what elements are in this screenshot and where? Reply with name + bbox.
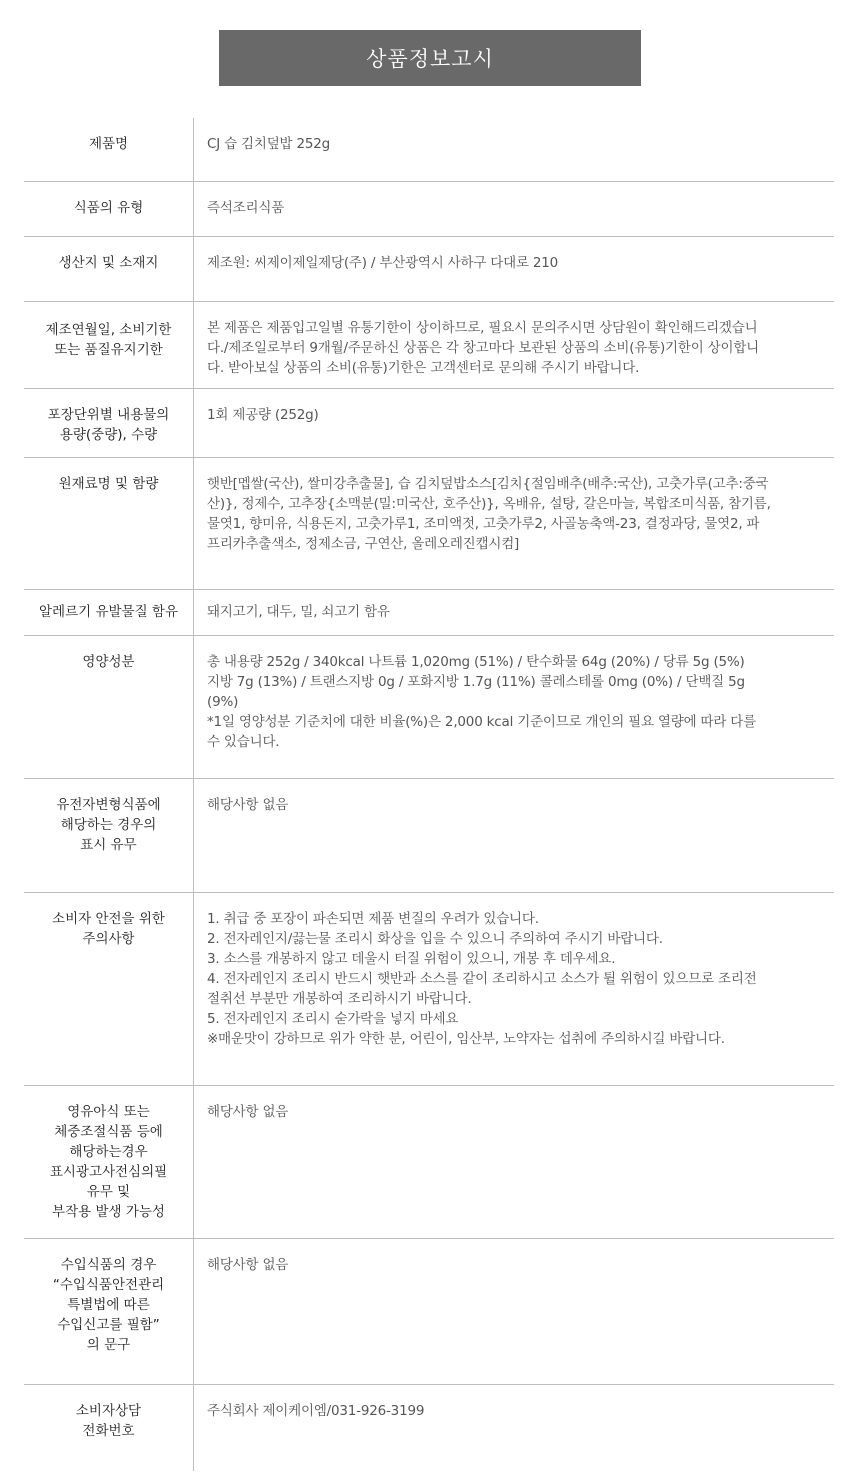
row-label-safety: 소비자 안전을 위한 주의사항 bbox=[24, 893, 194, 1085]
row-label-imported: 수입식품의 경우 “수입식품안전관리 특별법에 따른 수입신고를 필함” 의 문구 bbox=[24, 1239, 194, 1384]
row-value-contact: 주식회사 제이케이엠/031-926-3199 bbox=[207, 1403, 425, 1419]
table-row bbox=[24, 118, 834, 182]
row-value-safety: 1. 취급 중 포장이 파손되면 제품 변질의 우려가 있습니다. 2. 전자레인지/끓는물 조리시 화상을 입을 수 있으니 주의하여 주시기 바랍니다. 3. 소스를 개봉하지 않고 데울시 터질 위험이 있으니, 개봉 후 데우세요. 4. 전자레인지 조리시 반드시 햇반과 소스를 같이 조리하시고 소스가 튈 위험이 있으므로 조리전 절취선 부분만 개봉하여 조리하시기 바랍니다. 5. 전자레인지 조리시 숟가락을 넣지 마세요 ※매운맛이 강하므로 위가 약한 분, 어린이, 임산부, 노약자는 섭취에 주의하시길 바랍니다. bbox=[207, 911, 757, 1047]
row-label-food-type: 식품의 유형 bbox=[24, 182, 194, 236]
row-value-capacity: 1회 제공량 (252g) bbox=[207, 407, 319, 423]
row-value-imported: 해당사항 없음 bbox=[207, 1257, 289, 1273]
table-row bbox=[24, 1239, 834, 1385]
row-label-gmo: 유전자변형식품에 해당하는 경우의 표시 유무 bbox=[24, 779, 194, 892]
row-value-ingredients: 햇반[멥쌀(국산), 쌀미강추출물], 습 김치덮밥소스[김치{절임배추(배추:국산), 고춧가루(고추:중국 산)}, 정제수, 고추장{소맥분(밀:미국산, 호주산)}, 옥배유, 설탕, 갈은마늘, 복합조미식품, 참기름, 물엿1, 향미유, 식용돈지, 고춧가루1, 조미액젓, 고춧가루2, 사골농축액-23, 결정과당, 물엿2, 파 프리카추출색소, 정제소금, 구연산, 올레오레진캡시컴] bbox=[207, 476, 771, 552]
table-row bbox=[24, 182, 834, 237]
row-value-expiry: 본 제품은 제품입고일별 유통기한이 상이하므로, 필요시 문의주시면 상담원이 확인해드리겠습니 다./제조일로부터 9개월/주문하신 상품은 각 창고마다 보관된 상품의 소비(유통)기한이 상이합니 다. 받아보실 상품의 소비(유통)기한은 고객센터로 문의해 주시기 바랍니다. bbox=[207, 320, 759, 376]
table-row bbox=[24, 1385, 834, 1471]
row-value-product-name: CJ 습 김치덮밥 252g bbox=[207, 136, 331, 152]
row-label-infant-diet: 영유아식 또는 체중조절식품 등에 해당하는경우 표시광고사전심의필 유무 및 부작용 발생 가능성 bbox=[24, 1086, 194, 1238]
row-label-expiry: 제조연월일, 소비기한 또는 품질유지기한 bbox=[24, 302, 194, 388]
table-row bbox=[24, 389, 834, 458]
table-row bbox=[24, 1086, 834, 1239]
row-value-gmo: 해당사항 없음 bbox=[207, 797, 289, 813]
row-value-allergens: 돼지고기, 대두, 밀, 쇠고기 함유 bbox=[207, 604, 390, 620]
row-label-ingredients: 원재료명 및 함량 bbox=[24, 458, 194, 589]
table-row bbox=[24, 893, 834, 1086]
row-value-origin: 제조원: 씨제이제일제당(주) / 부산광역시 사하구 다대로 210 bbox=[207, 255, 559, 271]
product-info-table bbox=[24, 118, 834, 1471]
page-title: 상품정보고시 bbox=[219, 30, 641, 86]
row-label-origin: 생산지 및 소재지 bbox=[24, 237, 194, 301]
table-row bbox=[24, 302, 834, 389]
row-value-nutrition: 총 내용량 252g / 340kcal 나트륨 1,020mg (51%) / 탄수화물 64g (20%) / 당류 5g (5%) 지방 7g (13%) / 트랜스지방 0g / 포화지방 1.7g (11%) 콜레스테롤 0mg (0%) / 단백질 5g (9%) *1일 영양성분 기준치에 대한 비율(%)은 2,000 kcal 기준이므로 개인의 필요 열량에 따라 다를 수 있습니다. bbox=[207, 654, 756, 750]
row-value-food-type: 즉석조리식품 bbox=[207, 200, 285, 216]
table-row bbox=[24, 458, 834, 590]
table-row bbox=[24, 237, 834, 302]
table-row bbox=[24, 590, 834, 636]
row-label-nutrition: 영양성분 bbox=[24, 636, 194, 778]
table-row bbox=[24, 636, 834, 779]
table-row bbox=[24, 779, 834, 893]
row-label-capacity: 포장단위별 내용물의 용량(중량), 수량 bbox=[24, 389, 194, 457]
row-value-infant-diet: 해당사항 없음 bbox=[207, 1104, 289, 1120]
row-label-product-name: 제품명 bbox=[24, 118, 194, 181]
row-label-contact: 소비자상담 전화번호 bbox=[24, 1385, 194, 1471]
row-label-allergens: 알레르기 유발물질 함유 bbox=[24, 590, 194, 635]
